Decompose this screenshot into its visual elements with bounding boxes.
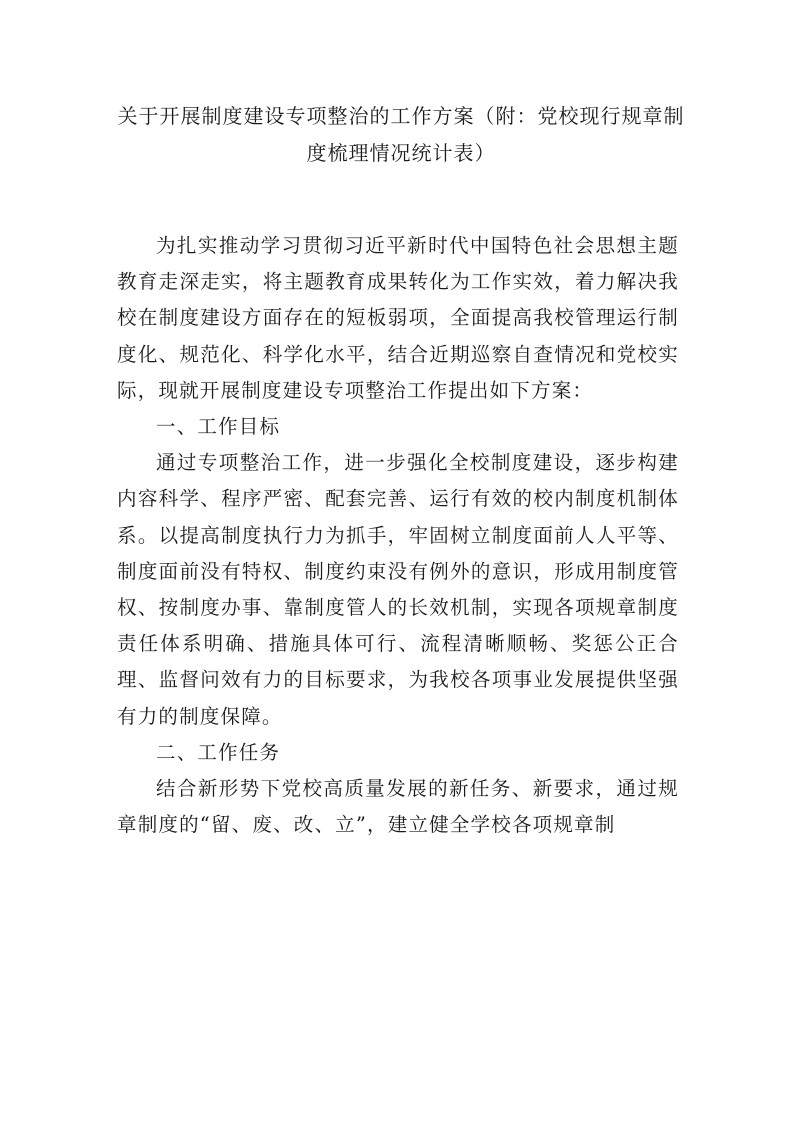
section-heading-tasks: 二、工作任务 [156, 740, 281, 764]
section-heading-goals: 一、工作目标 [156, 415, 281, 439]
document-title: 关于开展制度建设专项整治的工作方案（附：党校现行规章制度梳理情况统计表） [117, 104, 685, 165]
goals-paragraph: 通过专项整治工作，进一步强化全校制度建设，逐步构建内容科学、程序严密、配套完善、运行有效的校内制度机制体系。以提高制度执行力为抓手，牢固树立制度面前人人平等、制度面前没有特权、制度约束没有例外的意识，形成用制度管权、按制度办事、靠制度管人的长效机制，实现各项规章制度责任体系明确、措施具体可行、流程清晰顺畅、奖惩公正合理、监督问效有力的目标要求，为我校各项事业发展提供坚强有力的制度保障。 [117, 451, 679, 728]
tasks-paragraph: 结合新形势下党校高质量发展的新任务、新要求，通过规章制度的“留、废、改、立”，建立健全学校各项规章制 [117, 777, 679, 837]
intro-paragraph: 为扎实推动学习贯彻习近平新时代中国特色社会思想主题教育走深走实，将主题教育成果转化为工作实效，着力解决我校在制度建设方面存在的短板弱项，全面提高我校管理运行制度化、规范化、科学化水平，结合近期巡察自查情况和党校实际，现就开展制度建设专项整治工作提出如下方案： [117, 234, 679, 402]
document-body [117, 228, 679, 843]
